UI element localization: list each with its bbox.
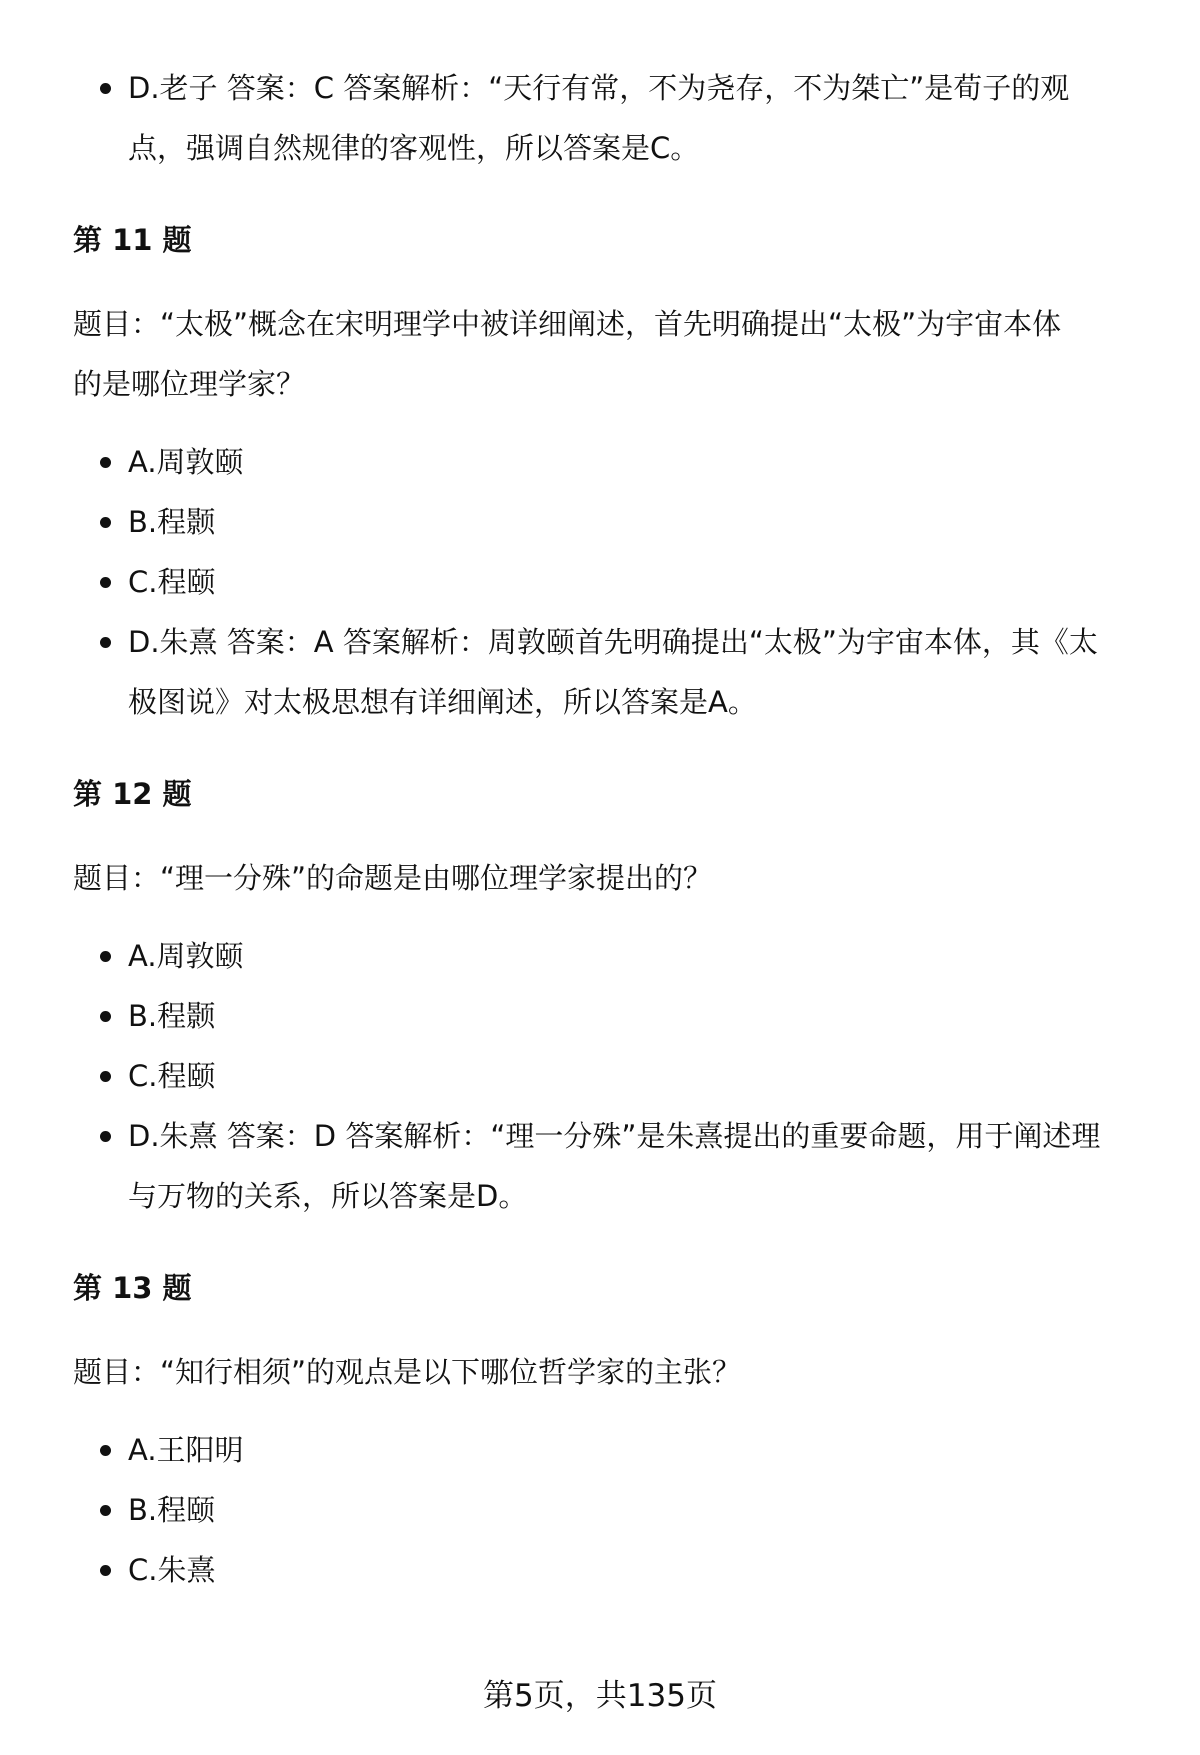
bullet-icon bbox=[100, 83, 111, 94]
option-label: B.程颐 bbox=[128, 1493, 216, 1527]
question-13 bbox=[73, 1268, 1153, 1600]
question-text bbox=[73, 1342, 1153, 1402]
bullet-icon bbox=[100, 1131, 111, 1142]
option-c bbox=[73, 1046, 1153, 1106]
question-text-line: 题目：“理一分殊”的命题是由哪位理学家提出的？ bbox=[73, 861, 713, 895]
option-list bbox=[73, 926, 1153, 1226]
option-label: D.老子 bbox=[128, 71, 218, 105]
option-label: A.王阳明 bbox=[128, 1433, 244, 1467]
option-answer-text-continued: 与万物的关系，所以答案是D。 bbox=[128, 1179, 528, 1213]
page-number-footer: 第5页，共135页 bbox=[483, 1678, 717, 1714]
bullet-icon bbox=[100, 1445, 111, 1456]
option-a bbox=[73, 432, 1153, 492]
bullet-icon bbox=[100, 637, 111, 648]
bullet-icon bbox=[100, 1505, 111, 1516]
option-list bbox=[73, 432, 1153, 732]
question-heading: 第 12 题 bbox=[73, 777, 192, 811]
question-text-line: 的是哪位理学家？ bbox=[73, 367, 306, 401]
analysis-text: 答案解析：“天行有常，不为尧存，不为桀亡”是荀子的观 bbox=[343, 71, 1070, 105]
question-11 bbox=[73, 220, 1153, 732]
bullet-icon bbox=[100, 577, 111, 588]
question-text-line: 题目：“知行相须”的观点是以下哪位哲学家的主张？ bbox=[73, 1355, 742, 1389]
option-label: A.周敦颐 bbox=[128, 939, 244, 973]
option-label: C.程颐 bbox=[128, 565, 216, 599]
option-b bbox=[73, 986, 1153, 1046]
option-a bbox=[73, 1420, 1153, 1480]
option-answer-text: D.朱熹 答案：D 答案解析：“理一分殊”是朱熹提出的重要命题，用于阐述理 bbox=[128, 1119, 1101, 1153]
option-c bbox=[73, 552, 1153, 612]
bullet-icon bbox=[100, 517, 111, 528]
option-label: B.程颢 bbox=[128, 999, 216, 1033]
option-label: C.朱熹 bbox=[128, 1553, 216, 1587]
option-label: C.程颐 bbox=[128, 1059, 216, 1093]
option-answer-text-continued: 极图说》对太极思想有详细阐述，所以答案是A。 bbox=[128, 685, 757, 719]
question-heading: 第 11 题 bbox=[73, 223, 192, 257]
question-text-line: 题目：“太极”概念在宋明理学中被详细阐述，首先明确提出“太极”为宇宙本体 bbox=[73, 307, 1062, 341]
option-list bbox=[73, 1420, 1153, 1600]
question-text bbox=[73, 294, 1153, 414]
option-label: B.程颢 bbox=[128, 505, 216, 539]
answer-text: 答案：C bbox=[226, 71, 335, 105]
option-d-with-answer bbox=[73, 612, 1153, 732]
option-label: A.周敦颐 bbox=[128, 445, 244, 479]
question-12 bbox=[73, 774, 1153, 1226]
option-b bbox=[73, 492, 1153, 552]
option-c bbox=[73, 1540, 1153, 1600]
bullet-icon bbox=[100, 1565, 111, 1576]
bullet-icon bbox=[100, 1071, 111, 1082]
option-answer-text: D.朱熹 答案：A 答案解析：周敦颐首先明确提出“太极”为宇宙本体，其《太 bbox=[128, 625, 1098, 659]
question-heading: 第 13 题 bbox=[73, 1271, 192, 1305]
option-d-previous bbox=[73, 58, 1153, 178]
document-page bbox=[73, 58, 1153, 1600]
option-d-with-answer bbox=[73, 1106, 1153, 1226]
analysis-text-continued: 点，强调自然规律的客观性，所以答案是C。 bbox=[128, 131, 700, 165]
bullet-icon bbox=[100, 457, 111, 468]
bullet-icon bbox=[100, 951, 111, 962]
option-b bbox=[73, 1480, 1153, 1540]
question-text bbox=[73, 848, 1153, 908]
bullet-icon bbox=[100, 1011, 111, 1022]
option-a bbox=[73, 926, 1153, 986]
